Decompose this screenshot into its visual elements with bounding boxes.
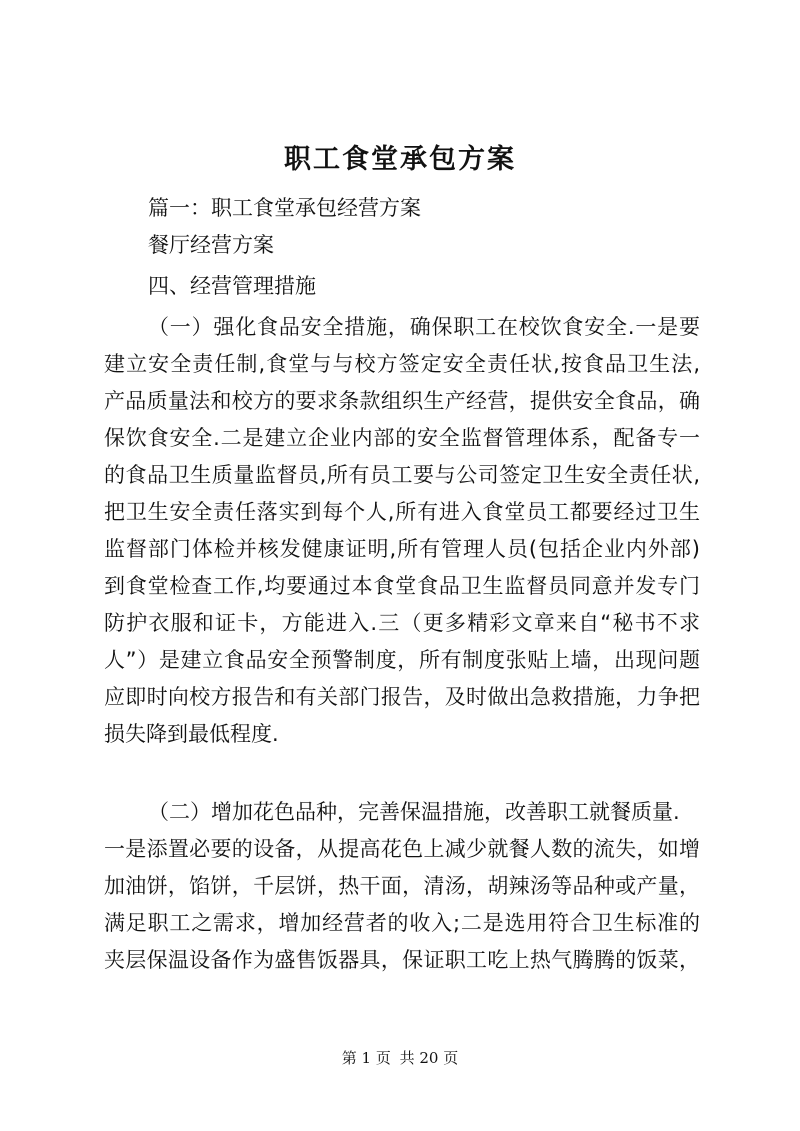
paragraph-line: 损失降到最低程度. [104, 722, 279, 746]
paragraph-line: 一是添置必要的设备，从提高花色上减少就餐人数的流失，如增 [104, 837, 700, 861]
section-heading-3: 四、经营管理措施 [148, 274, 316, 298]
paragraph-line: （一）强化食品安全措施，确保职工在校饮食安全.一是要 [148, 315, 700, 339]
document-title: 职工食堂承包方案 [284, 144, 516, 175]
page-total: 共 20 页 [399, 1049, 459, 1067]
paragraph-line: 人”）是建立食品安全预警制度，所有制度张贴上墙，出现问题 [104, 648, 700, 672]
paragraph-line: 产品质量法和校方的要求条款组织生产经营，提供安全食品，确 [104, 389, 700, 413]
paragraph-line: 夹层保温设备作为盛售饭器具，保证职工吃上热气腾腾的饭菜， [104, 948, 700, 972]
paragraph-line: 监督部门体检并核发健康证明,所有管理人员(包括企业内外部) [104, 537, 700, 561]
paragraph-line: 保饮食安全.二是建立企业内部的安全监督管理体系，配备专一 [104, 426, 700, 450]
paragraph-line: 加油饼，馅饼，千层饼，热干面，清汤，胡辣汤等品种或产量， [104, 874, 700, 898]
paragraph-line: 的食品卫生质量监督员,所有员工要与公司签定卫生安全责任状, [104, 463, 700, 487]
paragraph-line: 建立安全责任制,食堂与与校方签定安全责任状,按食品卫生法, [104, 352, 700, 376]
page-number: 第 1 页 [341, 1049, 391, 1067]
paragraph-line: 应即时向校方报告和有关部门报告，及时做出急救措施，力争把 [104, 685, 700, 709]
page-footer [0, 1048, 800, 1068]
section-heading-2: 餐厅经营方案 [148, 233, 274, 257]
paragraph-line: 到食堂检查工作,均要通过本食堂食品卫生监督员同意并发专门 [104, 574, 700, 598]
paragraph-line: （二）增加花色品种，完善保温措施，改善职工就餐质量. [148, 800, 680, 824]
paragraph-line: 满足职工之需求，增加经营者的收入;二是选用符合卫生标准的 [104, 911, 700, 935]
section-heading-1: 篇一：职工食堂承包经营方案 [148, 196, 421, 220]
paragraph-food-variety [104, 794, 700, 979]
paragraph-line: 防护衣服和证卡，方能进入.三（更多精彩文章来自“秘书不求 [104, 611, 700, 635]
paragraph-food-safety [104, 309, 700, 753]
paragraph-line: 把卫生安全责任落实到每个人,所有进入食堂员工都要经过卫生 [104, 500, 700, 524]
